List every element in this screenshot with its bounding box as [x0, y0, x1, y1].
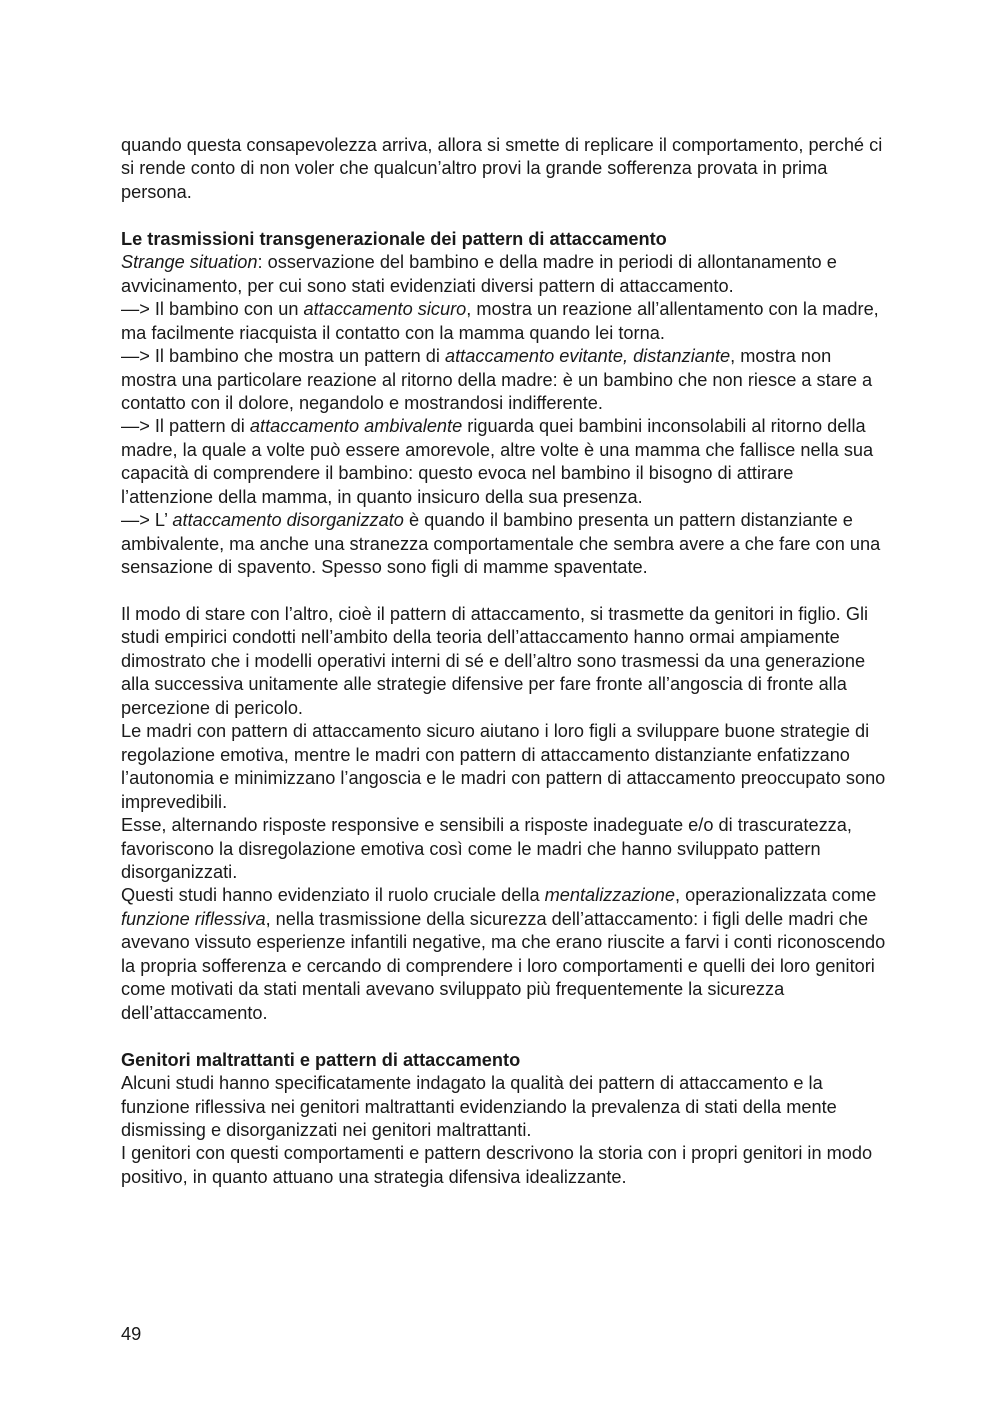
- page-number: 49: [121, 1324, 142, 1344]
- strange-situation-text: : osservazione del bambino e della madre in periodi di allontanamento e avvicinamento, per cui sono stati evidenziati diversi pattern di attaccamento.: [121, 252, 837, 296]
- text-run: , nella trasmissione della sicurezza dell’attaccamento: i figli delle madri che avevano vissuto esperienze infantili negative, ma che erano riuscite a farvi i conti riconoscendo la propria sofferenza e cercando di comprendere i loro comportamenti e quelli dei loro genitori come motivati da stati mentali avevano sviluppato più frequentemente la sicurezza dell’attaccamento.: [121, 908, 886, 1023]
- item-prefix: —> L’: [121, 510, 173, 531]
- item-prefix: —> Il bambino che mostra un pattern di: [121, 346, 446, 367]
- paragraph-gap: [121, 1025, 886, 1048]
- intro-paragraph: quando questa consapevolezza arriva, allora si smette di replicare il comportamento, perché ci si rende conto di non voler che qualcun’altro provi la grande sofferenza provata in prima persona.: [121, 135, 883, 202]
- transmission-paragraph: Il modo di stare con l’altro, cioè il pattern di attaccamento, si trasmette da genitori in figlio. Gli studi empirici condotti nell’ambito della teoria dell’attaccamento hanno ormai ampiamente dimostrato che i modelli operativi interni di sé e dell’altro sono trasmessi da una generazione alla successiva unitamente alle strategie difensive per fare fronte all’angoscia di fronte alla percezione di pericolo.: [121, 604, 869, 718]
- pattern-item-avoidant: [121, 345, 886, 415]
- studies-paragraph: Alcuni studi hanno specificatamente indagato la qualità dei pattern di attaccamento e la funzione riflessiva nei genitori maltrattanti evidenziando la prevalenza di stati della mente dismissing e disorganizzati nei genitori maltrattanti.: [121, 1073, 837, 1140]
- strange-situation-paragraph: [121, 251, 886, 298]
- strange-situation-term: Strange situation: [121, 252, 258, 273]
- term-funzione-riflessiva: funzione riflessiva: [121, 908, 266, 929]
- section-heading-transmission: Le trasmissioni transgenerazionale dei pattern di attaccamento: [121, 228, 667, 249]
- paragraph-gap: [121, 204, 886, 227]
- pattern-item-disorganized: [121, 509, 886, 579]
- page-body: [121, 134, 886, 1189]
- paragraph-gap: [121, 580, 886, 603]
- pattern-item-secure: [121, 298, 886, 345]
- term-mentalizzazione: mentalizzazione: [544, 885, 676, 906]
- item-text: è quando il bambino presenta un pattern distanziante e ambivalente, ma anche una stranezza comportamentale che sembra avere a che fare con una sensazione di spavento. Spesso sono figli di mamme spaventate.: [121, 510, 881, 578]
- section-heading-maltreating-parents: Genitori maltrattanti e pattern di attaccamento: [121, 1049, 521, 1070]
- item-prefix: —> Il pattern di: [121, 416, 250, 437]
- alternating-responses-paragraph: Esse, alternando risposte responsive e sensibili a risposte inadeguate e/o di trascuratezza, favoriscono la disregolazione emotiva così come le madri che hanno sviluppato pattern disorganizzati.: [121, 815, 852, 883]
- text-run: , operazionalizzata come: [675, 885, 877, 906]
- parents-description-paragraph: I genitori con questi comportamenti e pattern descrivono la storia con i propri genitori in modo positivo, in quanto attuano una strategia difensiva idealizzante.: [121, 1143, 873, 1187]
- item-term: attaccamento ambivalente: [249, 416, 463, 437]
- mothers-paragraph: Le madri con pattern di attaccamento sicuro aiutano i loro figli a sviluppare buone strategie di regolazione emotiva, mentre le madri con pattern di attaccamento distanziante enfatizzano l’autonomia e minimizzano l’angoscia e le madri con pattern di attaccamento preoccupato sono imprevedibili.: [121, 721, 886, 812]
- item-prefix: —> Il bambino con un: [121, 299, 304, 320]
- item-term: attaccamento evitante, distanziante: [445, 346, 731, 367]
- item-term: attaccamento sicuro: [303, 299, 467, 320]
- item-text: , mostra un reazione all’allentamento con la madre, ma facilmente riacquista il contatto con la mamma quando lei torna.: [121, 299, 879, 343]
- item-term: attaccamento disorganizzato: [172, 510, 404, 531]
- mentalization-paragraph: [121, 884, 886, 1025]
- text-run: Questi studi hanno evidenziato il ruolo cruciale della: [121, 885, 545, 906]
- item-text: , mostra non mostra una particolare reazione al ritorno della madre: è un bambino che non riesce a stare a contatto con il dolore, negandolo e mostrandosi indifferente.: [121, 346, 873, 413]
- item-text: riguarda quei bambini inconsolabili al ritorno della madre, la quale a volte può essere amorevole, altre volte è una mamma che fallisce nella sua capacità di comprendere il bambino: questo evoca nel bambino il bisogno di attirare l’attenzione della mamma, in quanto insicuro della sua presenza.: [121, 416, 874, 507]
- pattern-item-ambivalent: [121, 415, 886, 509]
